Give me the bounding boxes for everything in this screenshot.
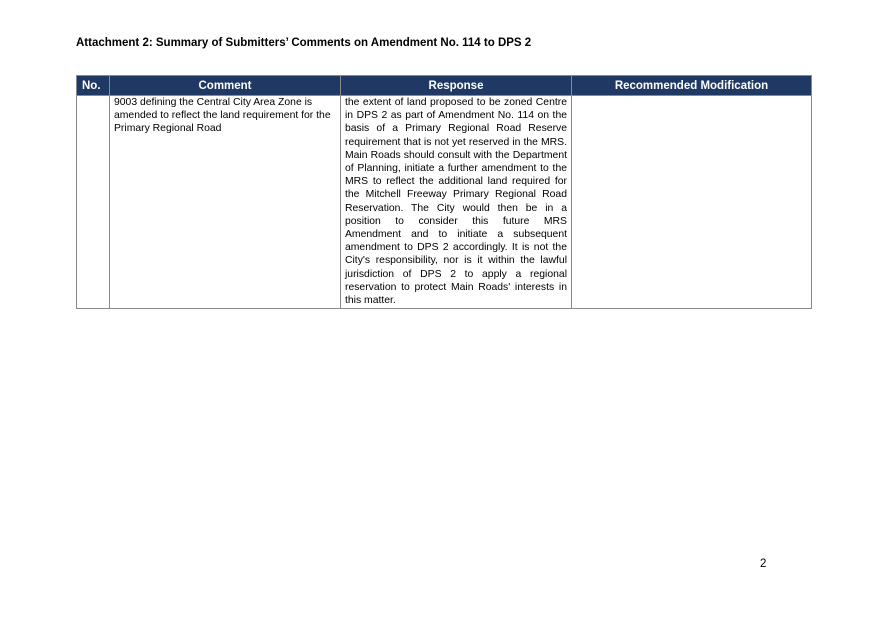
cell-response: the extent of land proposed to be zoned Centre in DPS 2 as part of Amendment No. 114 on the basis of a Primary Regional Road Reserve requirement that is not yet reserved in the MRS. Main Roads should consult with the Department of Planning, initiate a further amendment to the MRS to reflect the additional land required for the Mitchell Freeway Primary Regional Road Reservation. The City would then be in a position to consider this future MRS Amendment and to initiate a subsequent amendment to DPS 2 accordingly. It is not the City's responsibility, nor is it within the lawful jurisdiction of DPS 2 to apply a regional reservation to protect Main Roads' interests in this matter. xyxy=(341,96,572,309)
cell-comment: 9003 defining the Central City Area Zone is amended to reflect the land requirement for the Primary Regional Road xyxy=(110,96,341,309)
submissions-table xyxy=(76,75,812,309)
header-recommended-modification: Recommended Modification xyxy=(572,76,812,96)
header-response: Response xyxy=(341,76,572,96)
document-title: Attachment 2: Summary of Submitters’ Comments on Amendment No. 114 to DPS 2 xyxy=(76,37,532,49)
cell-recommended-modification xyxy=(572,96,812,309)
header-no: No. xyxy=(77,76,110,96)
table-header-row xyxy=(77,76,812,96)
table-row xyxy=(77,96,812,309)
header-comment: Comment xyxy=(110,76,341,96)
page-number: 2 xyxy=(760,558,767,570)
cell-no xyxy=(77,96,110,309)
